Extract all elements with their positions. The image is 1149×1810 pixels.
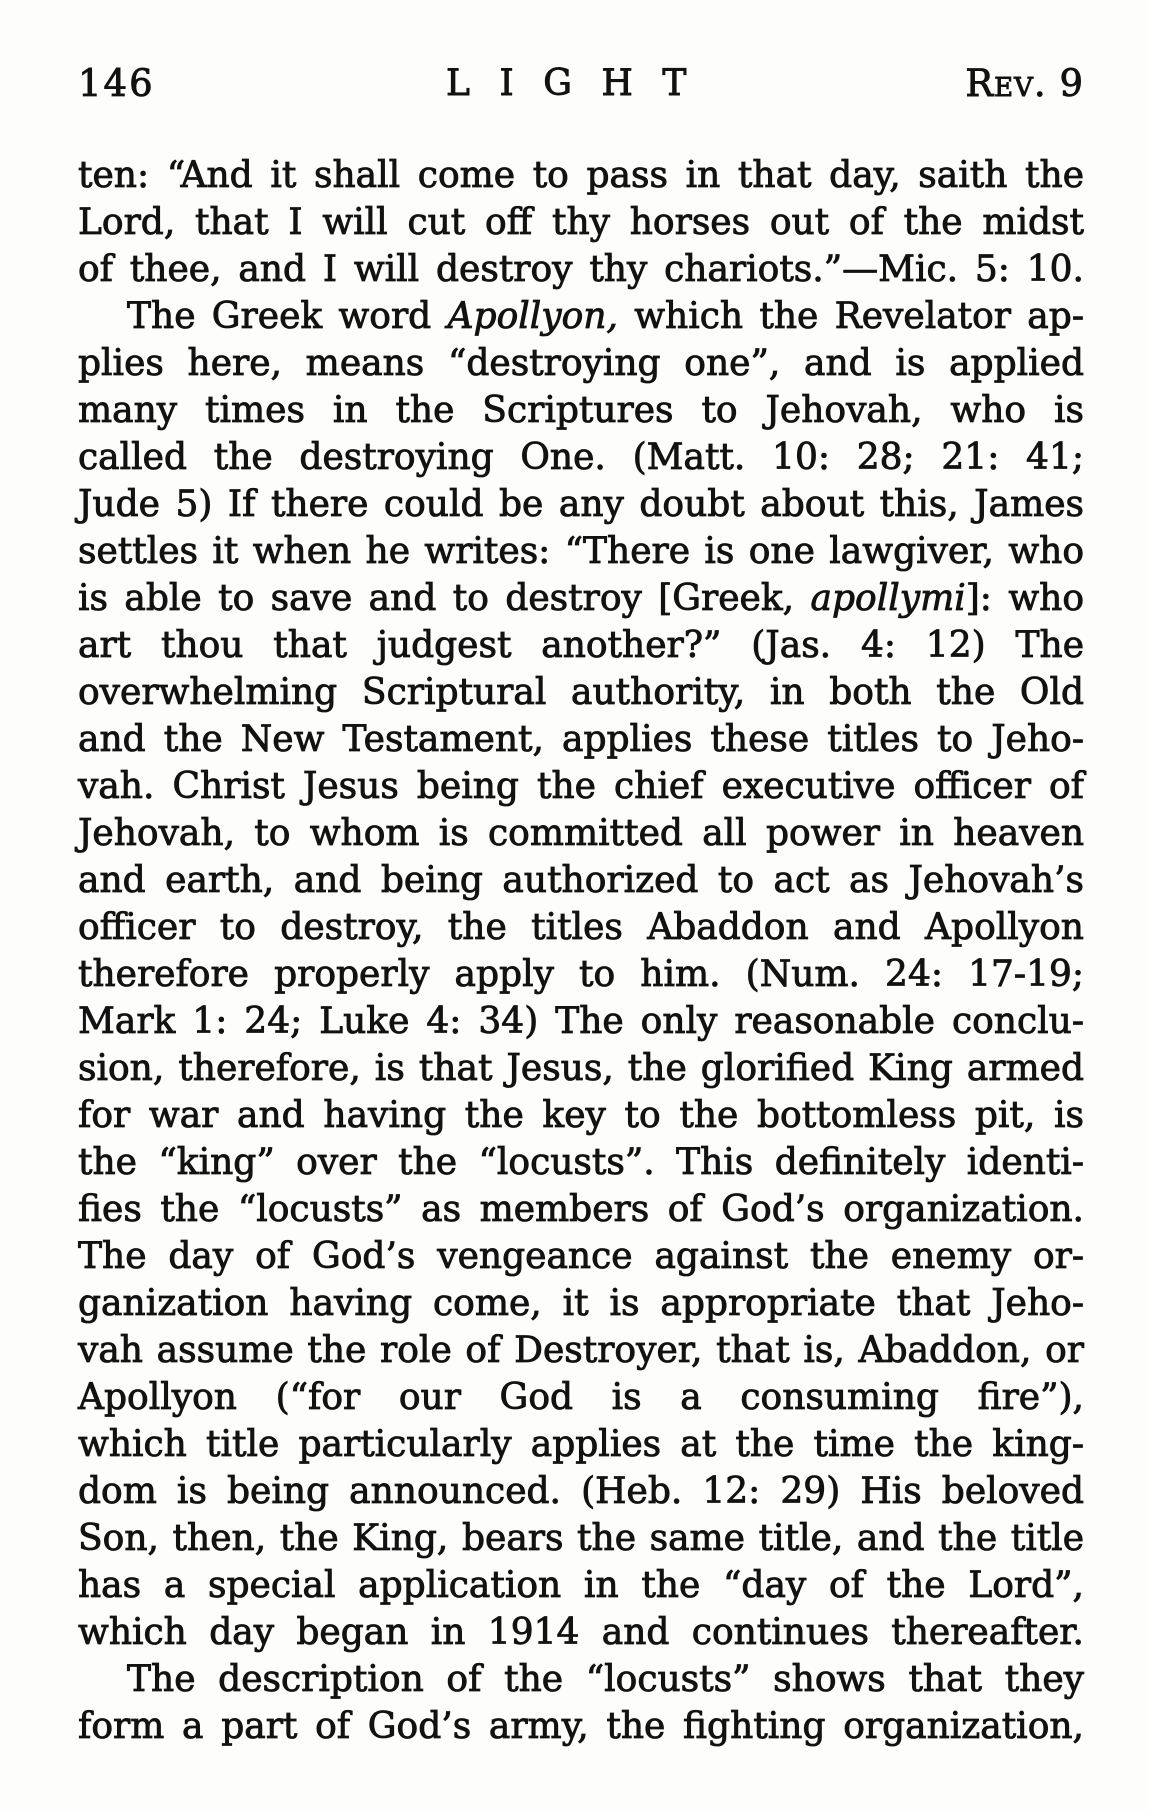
text-line — [78, 528, 1084, 575]
text-segment: art thou that judgest another?” (Jas. 4: 12) The — [78, 625, 1084, 666]
text-line — [78, 199, 1084, 246]
text-line — [78, 387, 1084, 434]
text-line — [78, 152, 1084, 199]
text-line — [78, 1609, 1084, 1656]
text-segment: called the destroying One. (Matt. 10: 28; 21: 41; — [78, 437, 1084, 478]
text-line — [78, 998, 1084, 1045]
text-line — [78, 1468, 1084, 1515]
text-line — [78, 1045, 1084, 1092]
running-head — [78, 62, 1084, 108]
text-segment: has a special application in the “day of the Lord”, — [78, 1565, 1084, 1606]
text-line — [78, 1374, 1084, 1421]
text-line — [78, 857, 1084, 904]
text-segment: of thee, and I will destroy thy chariots.”—Mic. 5: 10. — [78, 249, 1084, 290]
text-segment: settles it when he writes: “There is one lawgiver, who — [78, 531, 1084, 572]
text-segment: the “king” over the “locusts”. This definitely identi- — [78, 1142, 1084, 1183]
text-segment: and earth, and being authorized to act as Jehovah’s — [78, 860, 1084, 901]
text-line — [78, 246, 1084, 293]
text-line — [78, 951, 1084, 998]
text-segment: for war and having the key to the bottomless pit, is — [78, 1095, 1084, 1136]
text-segment: is able to save and to destroy [Greek, — [78, 578, 811, 619]
text-segment: Apollyon (“for our God is a consuming fire”), — [78, 1377, 1084, 1418]
text-line — [78, 1562, 1084, 1609]
text-segment: which the Revelator ap- — [617, 296, 1084, 337]
running-title: LIGHT — [446, 63, 716, 104]
text-line — [78, 716, 1084, 763]
page-body — [78, 152, 1084, 1750]
text-segment: ]: who — [965, 578, 1084, 619]
text-line — [78, 622, 1084, 669]
text-line — [78, 293, 1084, 340]
text-segment: officer to destroy, the titles Abaddon and Apollyon — [78, 907, 1084, 948]
text-line — [78, 1421, 1084, 1468]
text-segment: many times in the Scriptures to Jehovah, who is — [78, 390, 1084, 431]
text-segment: plies here, means “destroying one”, and is applied — [78, 343, 1084, 384]
text-line — [78, 669, 1084, 716]
running-reference: Rev. 9 — [965, 62, 1084, 105]
text-segment: which day began in 1914 and continues thereafter. — [78, 1612, 1084, 1653]
text-line — [78, 434, 1084, 481]
text-segment: Jehovah, to whom is committed all power in heaven — [78, 813, 1084, 854]
text-segment: ten: “And it shall come to pass in that day, saith the — [78, 155, 1084, 196]
text-segment: Son, then, the King, bears the same title, and the title — [78, 1518, 1084, 1559]
text-segment: fies the “locusts” as members of God’s organization. — [78, 1189, 1084, 1230]
text-line — [78, 810, 1084, 857]
text-segment: overwhelming Scriptural authority, in both the Old — [78, 672, 1084, 713]
italic-text: Apollyon, — [447, 296, 618, 337]
text-line — [78, 1139, 1084, 1186]
text-segment: vah assume the role of Destroyer, that is, Abaddon, or — [78, 1330, 1084, 1371]
italic-text: apollymi — [810, 578, 966, 619]
page-number: 146 — [78, 62, 155, 105]
text-line — [78, 1327, 1084, 1374]
text-segment: Mark 1: 24; Luke 4: 34) The only reasonable conclu- — [78, 1001, 1084, 1042]
text-segment: Jude 5) If there could be any doubt about this, James — [78, 484, 1084, 525]
text-line — [78, 1515, 1084, 1562]
text-segment: The day of God’s vengeance against the enemy or- — [78, 1236, 1084, 1277]
text-line — [78, 481, 1084, 528]
text-line — [78, 763, 1084, 810]
text-line — [78, 575, 1084, 622]
text-segment: which title particularly applies at the time the king- — [78, 1424, 1084, 1465]
text-segment: form a part of God’s army, the fighting organization, — [78, 1706, 1084, 1747]
text-segment: Lord, that I will cut off thy horses out of the midst — [78, 202, 1084, 243]
text-line — [78, 1186, 1084, 1233]
text-segment: therefore properly apply to him. (Num. 24: 17-19; — [78, 954, 1084, 995]
text-line — [78, 1233, 1084, 1280]
text-segment: and the New Testament, applies these titles to Jeho- — [78, 719, 1084, 760]
text-line — [78, 1703, 1084, 1750]
text-segment: ganization having come, it is appropriate that Jeho- — [78, 1283, 1084, 1324]
text-segment: The description of the “locusts” shows that they — [127, 1659, 1084, 1700]
text-line — [78, 1092, 1084, 1139]
text-segment: dom is being announced. (Heb. 12: 29) His beloved — [78, 1471, 1084, 1512]
text-segment: vah. Christ Jesus being the chief executive officer of — [78, 766, 1084, 807]
text-line — [78, 1656, 1084, 1703]
text-line — [78, 340, 1084, 387]
text-line — [78, 1280, 1084, 1327]
text-segment: The Greek word — [127, 296, 448, 337]
text-line — [78, 904, 1084, 951]
text-segment: sion, therefore, is that Jesus, the glorified King armed — [78, 1048, 1084, 1089]
